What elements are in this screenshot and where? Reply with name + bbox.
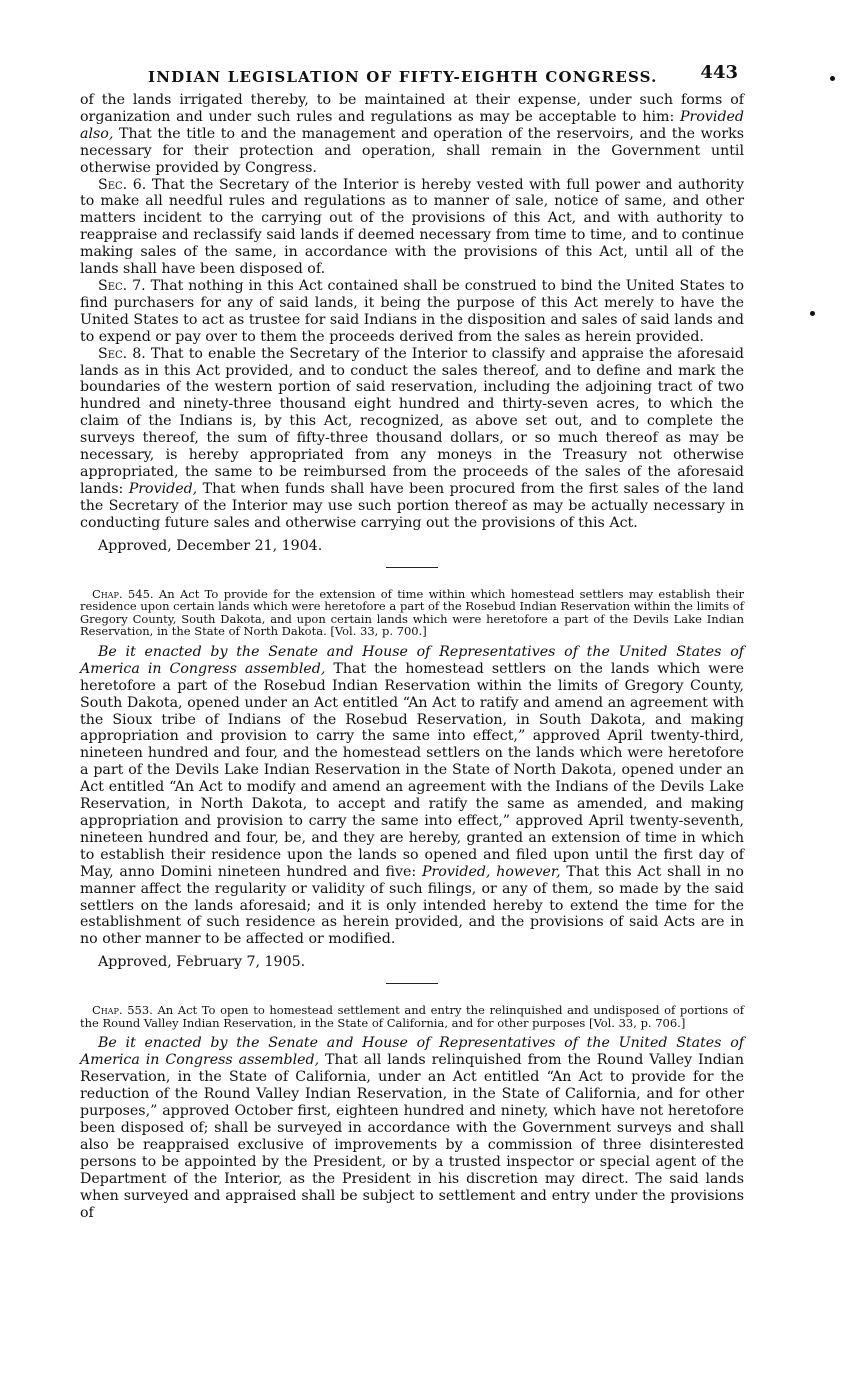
section-6-text: That the Secretary of the Interior is hereby vested with full power and authority to make all needful rules and regulations as to manner of sale, notice of same, and other matters incident to the carrying out of the provisions of this Act, and with authority to reappraise and reclassify said lands if deemed necessary from time to time, and to continue making sales of the same, in accordance with the provisions of this Act, until all of the lands shall have been disposed of. — [80, 176, 744, 278]
chapter-553-enacting-clause: Be it enacted by the Senate and House of Representatives of the United States of America in Congress assembled, — [80, 1035, 744, 1069]
chapter-545-body-a: That the homestead settlers on the lands which were heretofore a part of the Rosebud Indian Reservation within the limits of Gregory County, South Dakota, opened under an Act entitled “An Act to ratify and amend an agreement with the Sioux tribe of Indians of the Rosebud Reservation, in South Dakota, and making appropriation and provision to carry the same into effect,” approved April twenty-third, nineteen hundred and four, and the homestead settlers on the lands which were heretofore a part of the Devils Lake Indian Reservation in the State of North Dakota, opened under an Act entitled “An Act to modify and amend an agreement with the Indians of the Devils Lake Reservation, in North Dakota, to accept and ratify the same as amended, and making appropriation and provision to carry the same into effect,” approved April twenty-seventh, nineteen hundred and four, be, and they are hereby, granted an extension of time in which to establish their residence upon the lands so opened and filed upon until the first day of May, anno Domini nineteen hundred and five: — [80, 660, 744, 880]
section-8-text-a: That to enable the Secretary of the Interior to classify and appraise the aforesaid lands as in this Act provided, and to conduct the sales thereof, and to define and mark the boundaries of the western portion of said reservation, including the adjoining tract of two hundred and ninety-three thousand eight hundred and thirty-seven acres, to which the claim of the Indians is, by this Act, recognized, as above set out, and to complete the surveys thereof, the sum of fifty-three thousand dollars, or so much thereof as may be necessary, is hereby appropriated from any moneys in the Treasury not otherwise appropriated, the same to be reimbursed from the proceeds of the sales of the aforesaid lands: — [80, 345, 745, 497]
chapter-545-body-b: That this Act shall in no manner affect the regularity or validity of such filings, or any of them, so made by the said settlers on the lands aforesaid; and it is only intended hereby to extend the time for the establishment of such residence as herein provided, and the provisions of said Acts are in no other manner to be affected or modified. — [80, 863, 744, 948]
page-number: 443 — [700, 62, 738, 83]
continuation-proviso: Provided also, — [80, 108, 744, 142]
chapter-553-label: Chap. 553. — [92, 1003, 153, 1018]
chapter-545-caption — [80, 588, 744, 638]
document-page — [80, 60, 744, 1221]
chapter-545-enacting-clause: Be it enacted by the Senate and House of Representatives of the United States of America in Congress assembled, — [80, 643, 744, 677]
chapter-545-label: Chap. 545. — [92, 586, 154, 601]
continuation-text-a: of the lands irrigated thereby, to be maintained at their expense, under such forms of organization and under such rules and regulations as may be acceptable to him: — [80, 92, 744, 125]
margin-dot-middle — [810, 311, 815, 316]
chapter-545-proviso: Provided, however, — [421, 863, 561, 880]
chapter-553-caption-text: An Act To open to homestead settlement and entry the relinquished and undisposed of portions of the Round Valley Indian Reservation, in the State of California, and for other purposes [Vol. 33, p. 706.] — [80, 1003, 745, 1030]
section-divider-1 — [386, 567, 438, 568]
running-header — [80, 60, 744, 92]
chapter-553-body-text: That all lands relinquished from the Round Valley Indian Reservation, in the State of California, under an Act entitled “An Act to provide for the reduction of the Round Valley Indian Reservation, in the State of California, and for other purposes,” approved October first, eighteen hundred and ninety, which have not heretofore been disposed of; shall be surveyed in accordance with the Government surveys and shall also be reappraised exclusive of improvements by a commission of three disinterested persons to be appointed by the President, or by a trusted inspector or special agent of the Department of the Interior, as the President in his discretion may direct. The said lands when surveyed and appraised shall be subject to settlement and entry under the provisions of — [80, 1052, 745, 1221]
section-7-label: Sec. 7. — [98, 277, 146, 294]
continuation-text-b: That the title to and the management and operation of the reservoirs, and the works necessary for their protection and operation, shall remain in the Government until otherwise provided by Congress. — [80, 125, 744, 176]
chapter-545-caption-text: An Act To provide for the extension of time within which homestead settlers may establish their residence upon certain lands which were heretofore a part of the Rosebud Indian Reservation within the limits of Gregory County, South Dakota, and upon certain lands which were heretofore a part of the Devils Lake Indian Reservation, in the State of North Dakota. [Vol. 33, p. 700.] — [80, 586, 744, 639]
chapter-553-body — [80, 1035, 744, 1221]
section-divider-2 — [386, 983, 438, 984]
margin-dot-top — [830, 76, 835, 81]
approved-line-1: Approved, December 21, 1904. — [98, 537, 323, 554]
section-8-text-b: That when funds shall have been procured from the first sales of the land the Secretary of the Interior may use such portion thereof as may be actually necessary in conducting future sales and otherwise carrying out the provisions of this Act. — [80, 480, 744, 531]
section-8-label: Sec. 8. — [98, 345, 146, 362]
approved-line-2: Approved, February 7, 1905. — [98, 954, 306, 971]
section-6-label: Sec. 6. — [98, 176, 147, 193]
section-7 — [80, 278, 744, 346]
section-8 — [80, 346, 744, 532]
running-header-title: INDIAN LEGISLATION OF FIFTY-EIGHTH CONGRESS. — [148, 68, 658, 86]
continuation-paragraph — [80, 92, 744, 177]
chapter-545-body — [80, 644, 744, 948]
section-7-text: That nothing in this Act contained shall be construed to bind the United States to find purchasers for any of said lands, it being the purpose of this Act merely to have the United States to act as trustee for said Indians in the disposition and sales of said lands and to expend or pay over to them the proceeds derived from the sales as herein provided. — [80, 277, 744, 345]
section-6 — [80, 177, 744, 278]
section-8-proviso: Provided, — [128, 480, 198, 497]
chapter-553-caption — [80, 1004, 744, 1029]
